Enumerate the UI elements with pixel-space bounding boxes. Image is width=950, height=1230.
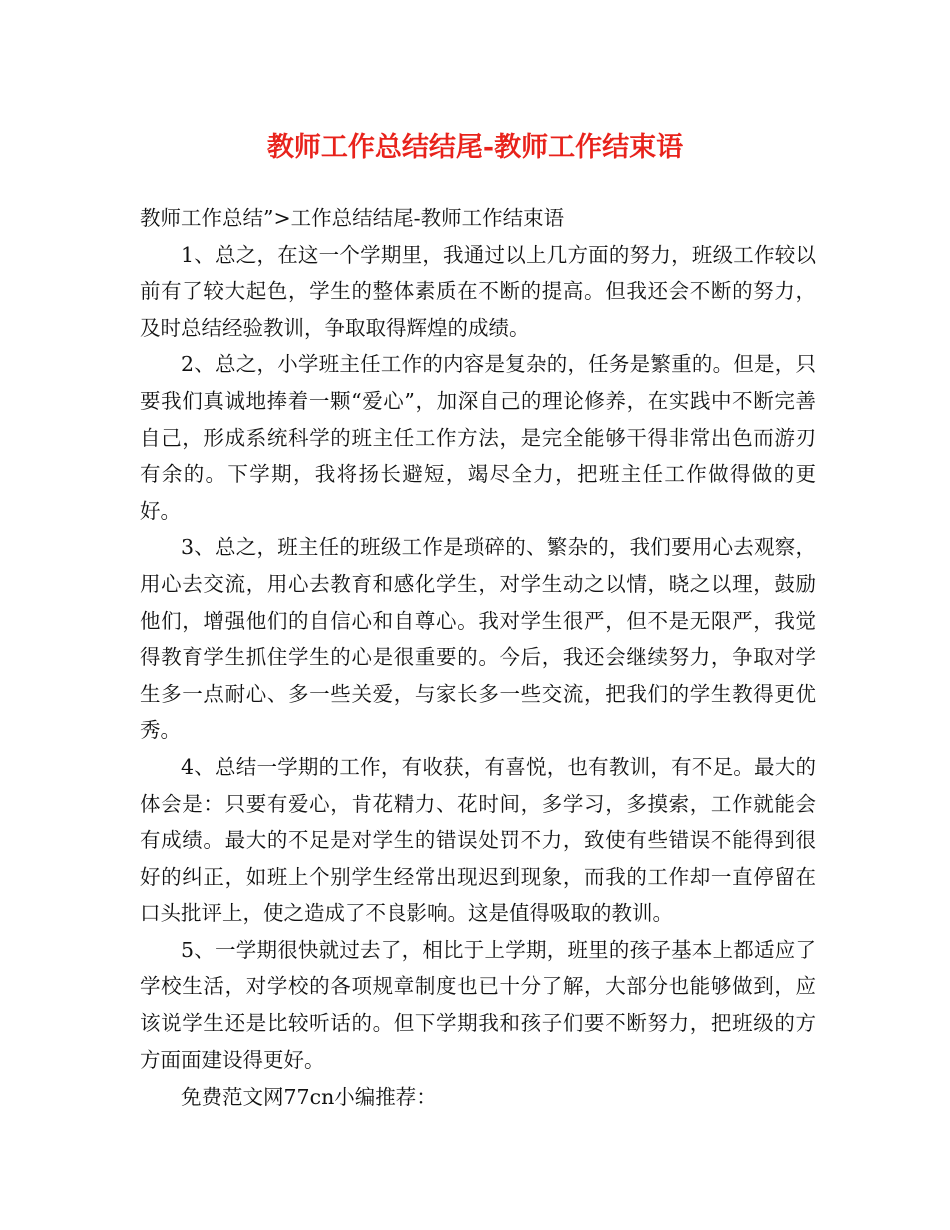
document-title: 教师工作总结结尾-教师工作结束语 [266,132,684,163]
paragraph-5: 5、一学期很快就过去了，相比于上学期，班里的孩子基本上都适应了学校生活，对学校的各项规章制度也已十分了解，大部分也能够做到，应该说学生还是比较听话的。但下学期我和孩子们要不断努力，把班级的方方面面建设得更好。 [140,937,816,1072]
paragraph-3: 3、总之，班主任的班级工作是琐碎的、繁杂的，我们要用心去观察，用心去交流，用心去教育和感化学生，对学生动之以情，晓之以理，鼓励他们，增强他们的自信心和自尊心。我对学生很严，但不是无限严，我觉得教育学生抓住学生的心是很重要的。今后，我还会继续努力，争取对学生多一点耐心、多一些关爱，与家长多一些交流，把我们的学生教得更优秀。 [140,535,816,743]
paragraph-1: 1、总之，在这一个学期里，我通过以上几方面的努力，班级工作较以前有了较大起色，学生的整体素质在不断的提高。但我还会不断的努力，及时总结经验教训，争取取得辉煌的成绩。 [140,242,816,340]
document-body [140,200,816,1116]
intro-line: 教师工作总结”>工作总结结尾-教师工作结束语 [140,206,565,230]
recommendation-line: 免费范文网77cn小编推荐： [181,1085,437,1110]
paragraph-4: 4、总结一学期的工作，有收获，有喜悦，也有教训，有不足。最大的体会是：只要有爱心，肯花精力、花时间，多学习，多摸索，工作就能会有成绩。最大的不足是对学生的错误处罚不力，致使有些错误不能得到很好的纠正，如班上个别学生经常出现迟到现象，而我的工作却一直停留在口头批评上，使之造成了不良影响。这是值得吸取的教训。 [140,754,816,926]
paragraph-2: 2、总之，小学班主任工作的内容是复杂的，任务是繁重的。但是，只要我们真诚地捧着一颗“爱心”，加深自己的理论修养，在实践中不断完善自己，形成系统科学的班主任工作方法，是完全能够干得非常出色而游刃有余的。下学期，我将扬长避短，竭尽全力，把班主任工作做得做的更好。 [140,352,816,523]
